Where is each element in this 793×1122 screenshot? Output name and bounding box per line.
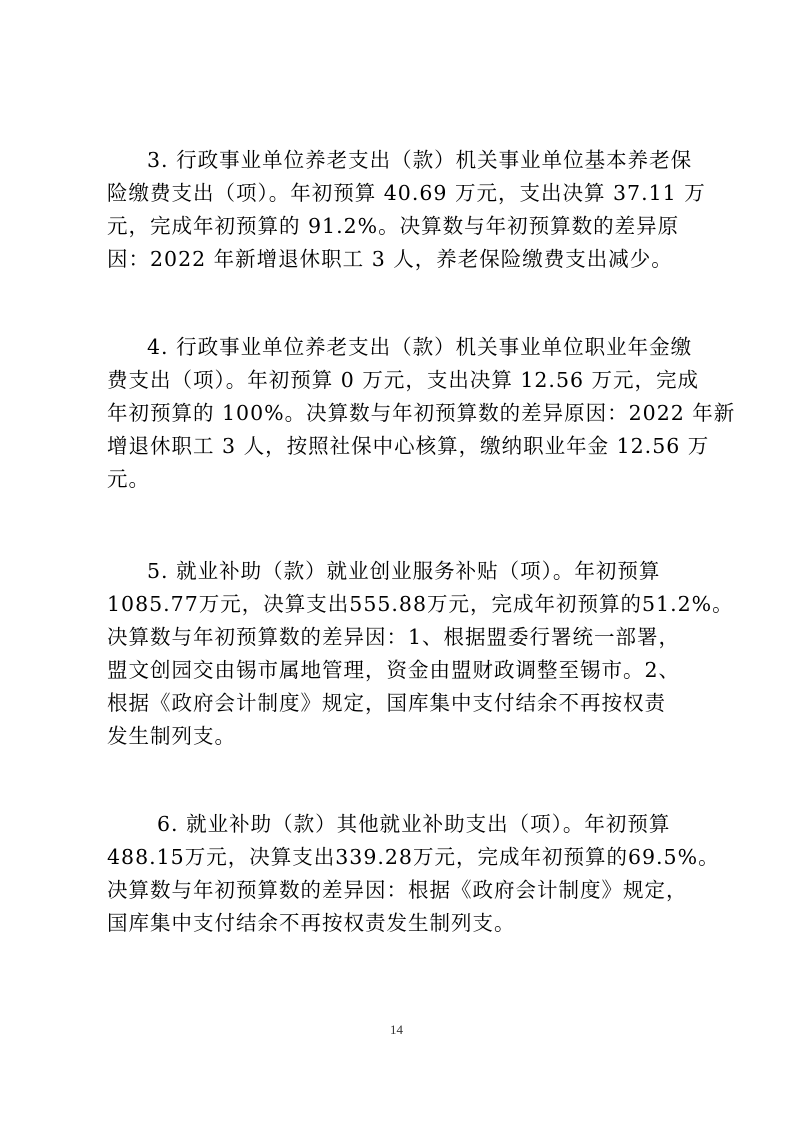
paragraph-line: 发生制列支。 [107, 724, 236, 748]
paragraph-line: 5. 就业补助（款）就业创业服务补贴（项）。年初预算 [147, 559, 661, 583]
paragraph-line: 决算数与年初预算数的差异因：根据《政府会计制度》规定， [107, 878, 688, 902]
paragraph-line: 元。 [107, 467, 150, 491]
paragraph-line: 盟文创园交由锡市属地管理，资金由盟财政调整至锡市。2、 [107, 658, 681, 682]
paragraph-line: 4. 行政事业单位养老支出（款）机关事业单位职业年金缴 [147, 335, 693, 359]
paragraph-line: 3. 行政事业单位养老支出（款）机关事业单位基本养老保 [147, 148, 693, 172]
paragraph-3 [107, 144, 706, 276]
paragraph-line: 1085.77万元，决算支出555.88万元，完成年初预算的51.2%。 [107, 592, 734, 616]
paragraph-line: 6. 就业补助（款）其他就业补助支出（项）。年初预算 [157, 812, 671, 836]
paragraph-line: 国库集中支付结余不再按权责发生制列支。 [107, 911, 516, 935]
paragraph-4 [107, 331, 736, 496]
paragraph-5 [107, 555, 734, 753]
paragraph-line: 险缴费支出（项）。年初预算 40.69 万元，支出决算 37.11 万 [107, 181, 706, 205]
paragraph-6 [107, 808, 720, 940]
paragraph-line: 元，完成年初预算的 91.2%。决算数与年初预算数的差异原 [107, 214, 680, 238]
paragraph-line: 决算数与年初预算数的差异因：1、根据盟委行署统一部署， [107, 625, 681, 649]
paragraph-line: 因：2022 年新增退休职工 3 人，养老保险缴费支出减少。 [107, 247, 673, 271]
paragraph-line: 年初预算的 100%。决算数与年初预算数的差异原因：2022 年新 [107, 401, 736, 425]
paragraph-line: 费支出（项）。年初预算 0 万元，支出决算 12.56 万元，完成 [107, 368, 700, 392]
paragraph-line: 增退休职工 3 人，按照社保中心核算，缴纳职业年金 12.56 万 [107, 434, 710, 458]
page-number: 14 [390, 1022, 403, 1037]
paragraph-line: 根据《政府会计制度》规定，国库集中支付结余不再按权责 [107, 691, 666, 715]
paragraph-line: 488.15万元，决算支出339.28万元，完成年初预算的69.5%。 [107, 845, 720, 869]
